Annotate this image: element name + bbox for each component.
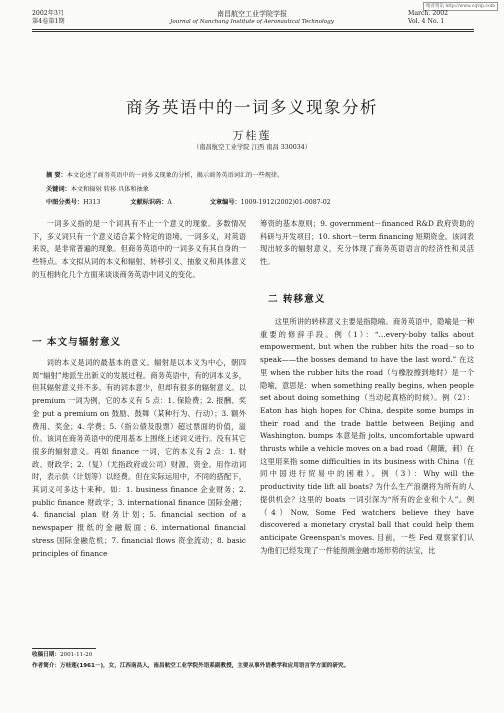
classification-line — [46, 199, 331, 207]
section-heading-1: 一 本文与辐射意义 — [32, 337, 122, 348]
doccode-label: 文献标识码： — [130, 199, 168, 206]
bio-label: 作者简介： — [32, 663, 60, 669]
received-value: 2001-11-20 — [59, 652, 93, 658]
author-affiliation: （南昌航空工业学院 江西 南昌 330034） — [192, 144, 312, 151]
header-right — [408, 10, 448, 26]
header-volume-en: Vol. 4 No. 1 — [408, 18, 445, 25]
bio-text: 万桂莲(1961－)，女，江西南昌人，南昌航空工业学院外语系副教授，主要从事外语教学和应用语言学方面的研究。 — [59, 663, 350, 669]
header-date-en: March. 2002 — [408, 10, 449, 17]
section-heading-2: 二 转移意义 — [268, 294, 326, 305]
keywords-label: 关键词： — [46, 186, 71, 193]
left-column-intro — [32, 218, 246, 282]
intro-paragraph: 一词多义指的是一个词具有不止一个意义的现象。多数情况下，多义词只有一个意义适合某个特定的语境。一词多义，对英语来说，是非常普遍的现象。但商务英语中的一词多义有其自身的一些特点。本文拟从词的本义和辐射、转移引义、抽象义和具体意义的互相转化几个方面来谈谈商务英语中词义的变化。 — [32, 219, 246, 279]
received-label: 收稿日期： — [32, 652, 60, 658]
articleno-value: 1009-1912(2002)01-0087-02 — [240, 199, 331, 206]
header-rule — [32, 29, 474, 30]
author-bio — [32, 662, 349, 670]
received-date — [32, 651, 92, 659]
header-volume-cn: 第4卷第1期 — [32, 18, 65, 25]
header-journal-cn: 南昌航空工业学院学报 — [217, 10, 287, 18]
right-column-body — [260, 316, 474, 557]
section2-paragraph: 这里所讲的转移意义主要是指隐喻。商务英语中，隐喻是一种重要的修辞手段。例（1）：“…every-boby talks about empowerment, but when the rubber hits the road－so to speak——the bosses demand to have the last word.” 在这里 when the rubber hits the road（与橡胶擦到地时）是一个隐喻，意思是：when something really begins, when people set about doing something（当动起真格的时候）。例（2）：Eaton has high hopes for China, despite some bumps in their road and the trade battle between Beijing and Washington. bumps 本意是指 jolts, uncomfortable upward thrusts while a vehicle moves on a bad road（颠簸，刺）在这里用来指 some difficulties in its business with China（在同中国进行贸易中的困难）。例（3）：Why will the productivity tide lift all boats? 为什么生产浪潮将为所有的人提供机会？这里的 boats 一词引深为“所有的企业和个人”。例（4）Now, Some Fed watchers believe they have discovered a monetary crystal ball that could help them anticipate Greenspan's moves. 目前，一些 Fed 观察家们认为他们已经发现了一件能预测金融市场形势的法宝，比 — [260, 317, 474, 555]
clc-label: 中图分类号： — [46, 199, 84, 206]
header-date-cn: 2002年3月 — [32, 10, 65, 17]
section1-paragraph: 词的本义是词的最基本的意义。辐射是以本义为中心，朝四周“辐射”地派生出新义的发展过程。商务英语中，有的词本义多，但其辐射意义并不多。有的词本意少，但却有很多的辐射意义。以 premium 一词为例，它的本义有 5 点：1. 保险费；2. 报酬、奖金 put a premium on 鼓励、鼓舞（某种行为、行动）；3. 额外费用、奖金；4. 学费；5.（指公债及股票）超过票面的价值，溢价。该词在商务英语中的使用基本上围绕上述词义进行。没有其它很多的辐射意义。再如 finance 一词，它的本义有 2 点：1. 财政、财政学；2.（复）（尤指政府或公司）财源、资金。用作动词时，表示供（计划等）以经费。但在实际运用中，不同的搭配下，其词义可多达十来种。如：1. business finance 企业财务；2. public finance 财政学；3. international finance 国际金融；4. financial plan 财务计划；5. financial section of a newspaper 报纸的金融版面；6. international financial stress 国际金融危机；7. financial flows 资金流动；8. basic principles of finance — [32, 358, 246, 558]
header-rule-2 — [32, 31, 474, 32]
continued-paragraph: 筹资的基本原则；9. government－financed R&D 政府资助的科研与开发项目；10. short－term financing 短期资金。该词表现出较多的辐射意义，充分体现了商务英语语言的经济性和灵活性。 — [260, 219, 474, 267]
left-column-body — [32, 357, 246, 560]
keywords-line — [46, 186, 149, 194]
doccode-value: A — [167, 199, 172, 206]
abstract-label: 摘 要： — [46, 172, 67, 179]
header-journal-en: Journal of Nanchang Institute of Aeronautical Technology — [170, 19, 334, 25]
clc-value: H313 — [83, 199, 101, 206]
abstract-text: 本文论述了商务英语中的一词多义现象的分析，揭示商务英语词汇的一些规律。 — [66, 172, 284, 179]
abstract-line — [46, 172, 283, 180]
articleno-label: 文章编号： — [209, 199, 241, 206]
source-watermark: 维普资讯 http://www.cqvip.com — [423, 2, 498, 11]
article-author: 万桂莲 — [232, 129, 272, 142]
article-title: 商务英语中的一词多义现象分析 — [126, 98, 378, 117]
keywords-text: 本文和辐射 转移 具体和抽象 — [70, 186, 149, 193]
footnote-rule — [32, 648, 96, 649]
right-column-top — [260, 218, 474, 269]
